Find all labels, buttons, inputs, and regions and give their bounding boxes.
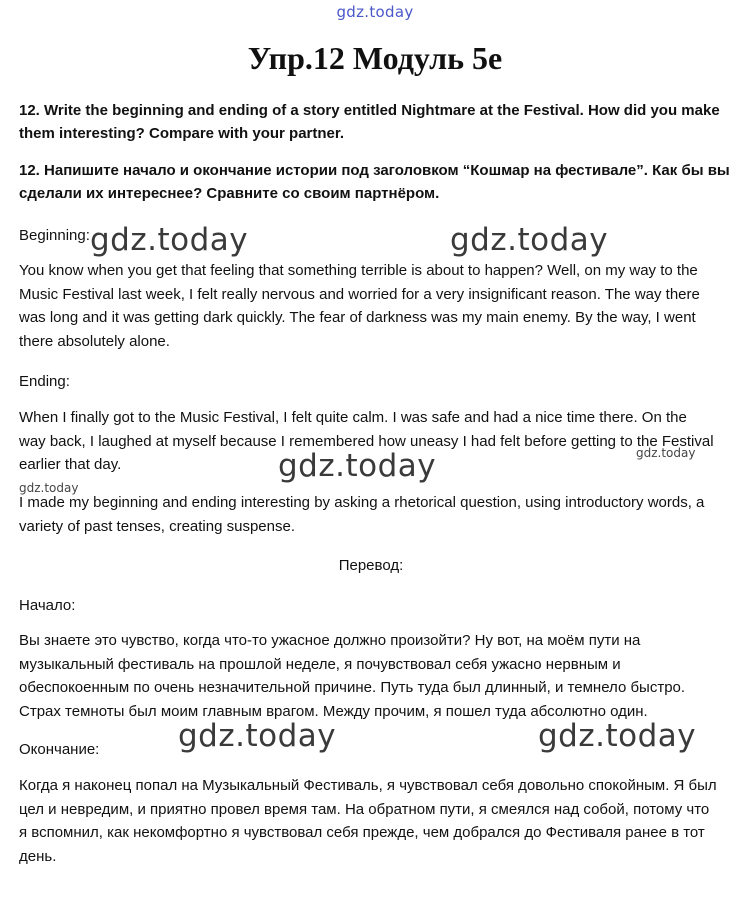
ending-label: Ending: [19, 373, 70, 390]
task-english: 12. Write the beginning and ending of a story entitled Nightmare at the Festival. How did you make them interesting? Compare with your partner. [19, 102, 720, 142]
beginning-text: You know when you get that feeling that something terrible is about to happen? Well, on my way to the Music Festival last week, I felt really nervous and worried for a very insignificant reason. The way there was long and it was getting dark quickly. The fear of darkness was my main enemy. By the way, I went there absolutely alone. [19, 262, 700, 350]
watermark: gdz.today [538, 718, 697, 754]
beginning-label: Beginning: [19, 227, 90, 244]
translation-label: Перевод: [338, 557, 404, 574]
top-watermark: gdz.today [336, 3, 414, 21]
ending-ru-label: Окончание: [19, 741, 100, 758]
watermark: gdz.today [90, 222, 249, 258]
watermark: gdz.today [278, 448, 437, 484]
task-russian: 12. Напишите начало и окончание истории под заголовком “Кошмар на фестивале”. Как бы вы сделали их интереснее? Сравните со своим партнёром. [19, 162, 730, 202]
watermark: gdz.today [636, 446, 696, 460]
ending-ru-text: Когда я наконец попал на Музыкальный Фестиваль, я чувствовал себя довольно спокойным. Я был цел и невредим, и приятно провел время там. На обратном пути, я смеялся над собой, потому что я вспомнил, как некомфортно я чувствовал себя прежде, чем добрался до Фестиваля ранее в тот день. [19, 777, 717, 865]
watermark: gdz.today [178, 718, 337, 754]
watermark: gdz.today [450, 222, 609, 258]
beginning-ru-label: Начало: [19, 597, 76, 614]
beginning-ru-text: Вы знаете это чувство, когда что-то ужасное должно произойти? Ну вот, на моём пути на музыкальный фестиваль на прошлой неделе, я почувствовал себя ужасно нервным и обеспокоенным по очень незначительной причине. Путь туда был длинный, и темнело быстро. Страх темноты был моим главным врагом. Между прочим, я пошел туда абсолютно один. [19, 632, 686, 720]
page-title: Упр.12 Модуль 5е [247, 40, 503, 76]
explanation-text: I made my beginning and ending interesting by asking a rhetorical question, using introductory words, a variety of past tenses, creating suspense. [19, 494, 705, 535]
ending-text: When I finally got to the Music Festival, I felt quite calm. I was safe and had a nice time there. On the way back, I laughed at myself because I remembered how uneasy I had felt before getting to the Festival earlier that day. [19, 409, 714, 473]
watermark: gdz.today [19, 481, 79, 495]
